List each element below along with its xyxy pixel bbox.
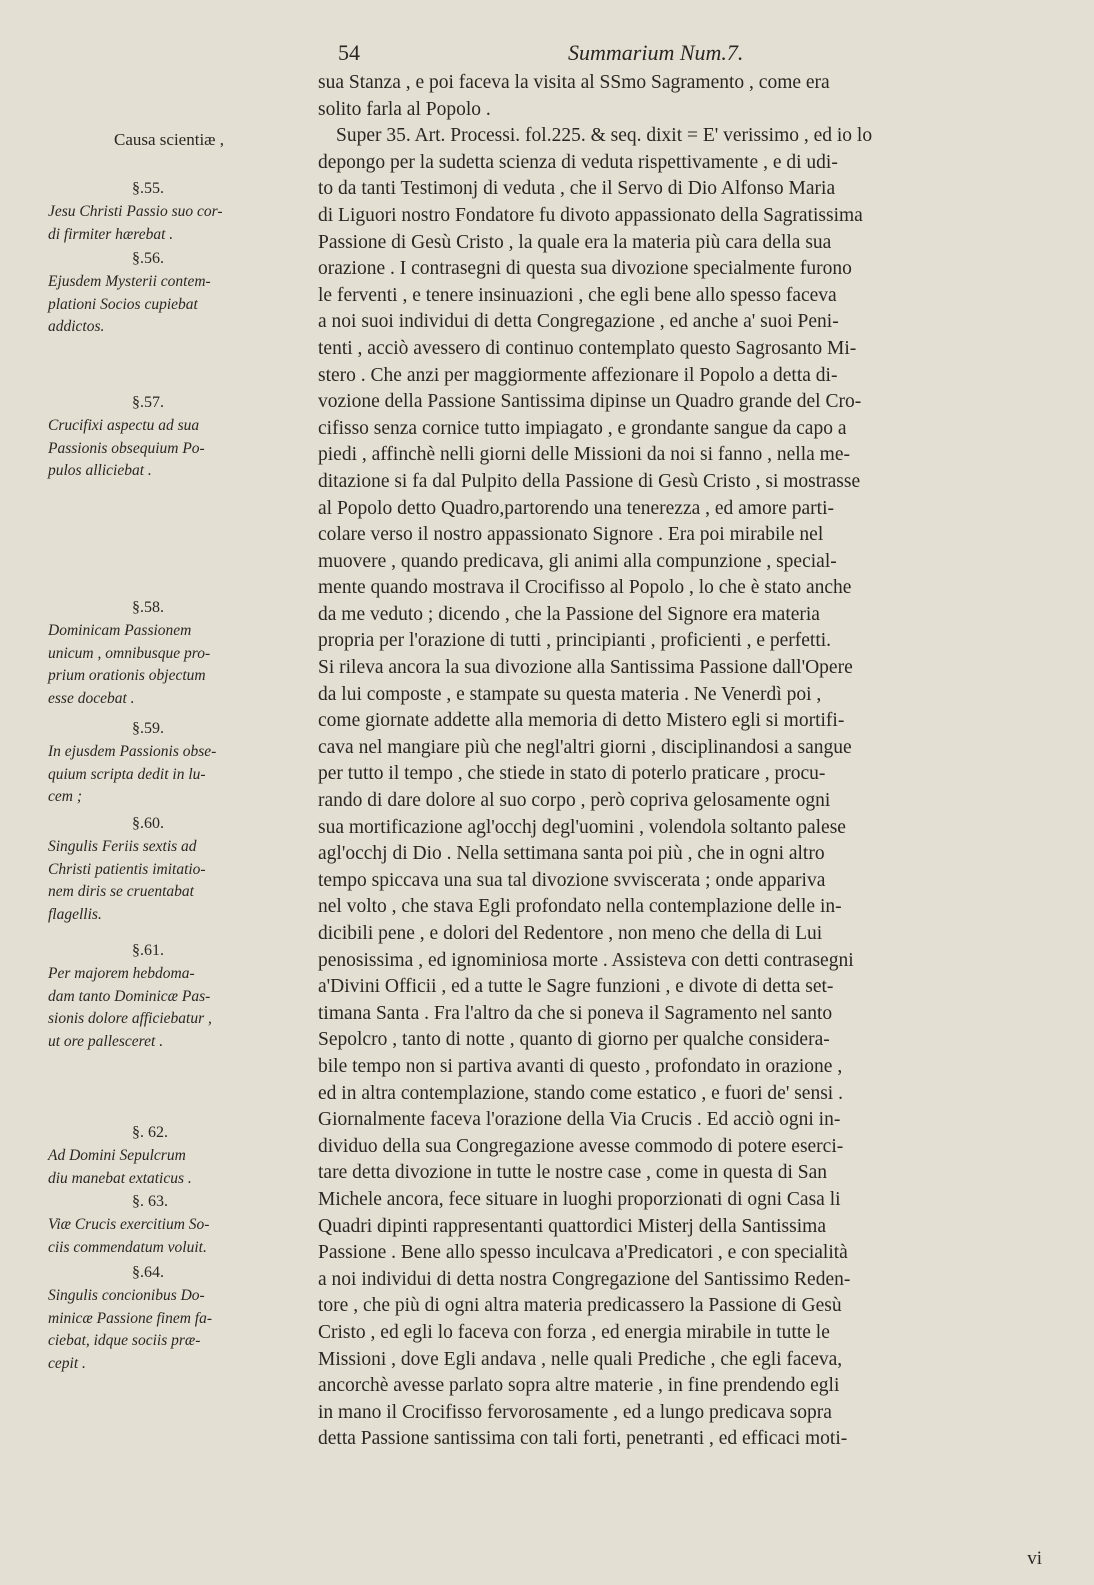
margin-note-line: prium orationis objectum [48,667,206,685]
text-line: le ferventi , e tenere insinuazioni , che egli bene allo spesso faceva [318,284,837,306]
margin-note [48,1122,298,1190]
margin-note-line: Singulis concionibus Do- [48,1286,205,1304]
text-line: tore , che più di ogni altra materia predicassero la Passione di Gesù [318,1295,842,1317]
text-line: bile tempo non si partiva avanti di questo , profondato in orazione , [318,1055,843,1077]
margin-note [48,178,298,246]
text-line: detta Passione santissima con tali forti, penetranti , ed efficaci moti- [318,1428,848,1450]
margin-note-section: §.59. [132,720,164,737]
text-line: sua mortificazione agl'occhj degl'uomini , volendola soltanto palese [318,816,846,838]
margin-note-line: addictos. [48,318,105,336]
text-line: ed in altra contemplazione, stando come estatico , e fuori de' sensi . [318,1082,843,1104]
text-line: da lui composte , e stampate su questa materia . Ne Venerdì poi , [318,683,822,705]
margin-note [48,813,298,927]
margin-note [48,248,298,339]
margin-note [48,940,298,1054]
text-line: tenti , acciò avessero di continuo contemplato questo Sagrosanto Mi- [318,337,857,359]
margin-note-section: §.56. [132,250,164,267]
text-line: a'Divini Officii , ed a tutte le Sagre funzioni , e divote di detta set- [318,976,834,998]
margin-note-line: sionis dolore afficiebatur , [48,1010,212,1028]
text-line: da me veduto ; dicendo , che la Passione del Signore era materia [318,603,820,625]
text-line: ancorchè avesse parlato sopra altre materie , in fine prendendo egli [318,1375,840,1397]
text-line: ditazione si fa dal Pulpito della Passione di Gesù Cristo , si mostrasse [318,470,861,492]
margin-causa: Causa scientiæ , [114,130,225,149]
text-line: al Popolo detto Quadro,partorendo una tenerezza , ed amore parti- [318,497,834,519]
margin-note-line: Passionis obsequium Po- [48,439,205,457]
text-line: muovere , quando predicava, gli animi alla compunzione , special- [318,550,837,572]
catchword: vi [1027,1548,1042,1569]
margin-note-line: di firmiter hærebat . [48,225,174,243]
margin-note-section: §.55. [132,180,164,197]
text-line: nel volto , che stava Egli profondato nella contemplazione delle in- [318,896,842,918]
text-line: a noi suoi individui di detta Congregazione , ed anche a' suoi Peni- [318,311,839,333]
text-line: propria per l'orazione di tutti , principianti , proficienti , e perfetti. [318,630,832,652]
text-line: vozione della Passione Santissima dipinse un Quadro grande del Cro- [318,391,862,413]
margin-note-line: dam tanto Dominicæ Pas- [48,987,211,1005]
margin-note-line: Dominicam Passionem [48,621,192,639]
text-line: Giornalmente faceva l'orazione della Via Crucis . Ed acciò ogni in- [318,1109,841,1131]
margin-note-line: quium scripta dedit in lu- [48,765,206,783]
text-line: stero . Che anzi per maggiormente affezionare il Popolo a detta di- [318,364,838,386]
text-line: rando di dare dolore al suo corpo , però copriva gelosamente ogni [318,790,831,812]
text-line: timana Santa . Fra l'altro da che si poneva il Sagramento nel santo [318,1002,833,1024]
text-line: per tutto il tempo , che stiede in stato di poterlo praticare , procu- [318,763,826,785]
text-line: Si rileva ancora la sua divozione alla Santissima Passione dall'Opere [318,657,853,679]
margin-note-line: pulos alliciebat . [48,462,152,480]
text-line: penosissima , ed ignominiosa morte . Assisteva con detti contrasegni [318,949,854,971]
text-line: colare verso il nostro appassionato Signore . Era poi mirabile nel [318,524,824,546]
margin-note-line: flagellis. [48,906,102,924]
margin-note-line: Jesu Christi Passio suo cor- [48,202,223,220]
margin-note-line: Per majorem hebdoma- [48,964,195,982]
margin-note-line: In ejusdem Passionis obse- [48,742,217,760]
text-line: orazione . I contrasegni di questa sua divozione specialmente furono [318,258,852,280]
margin-note-section: §.61. [132,942,164,959]
text-line: tare detta divozione in tutte le nostre case , come in questa di San [318,1162,827,1184]
margin-note-line: ut ore pallesceret . [48,1033,164,1051]
margin-note-section: §.57. [132,394,164,411]
text-line: in mano il Crocifisso fervorosamente , ed a lungo predicava sopra [318,1401,832,1423]
margin-note [48,718,298,809]
margin-note-section: §.58. [132,599,164,616]
margin-note-line: unicum , omnibusque pro- [48,644,211,662]
margin-note-line: esse docebat . [48,690,135,708]
text-line: Sepolcro , tanto di notte , quanto di giorno per qualche considera- [318,1029,830,1051]
margin-note-line: plationi Socios cupiebat [48,295,198,313]
text-line: tempo spiccava una sua tal divozione svviscerata ; onde appariva [318,869,826,891]
text-line: Super 35. Art. Processi. fol.225. & seq. dixit = E' verissimo , ed io lo [336,125,873,147]
margin-note-line: ciebat, idque sociis præ- [48,1332,201,1350]
margin-note-line: Crucifixi aspectu ad sua [48,416,200,434]
text-line: agl'occhj di Dio . Nella settimana santa poi più , che in ogni altro [318,843,825,865]
text-line: di Liguori nostro Fondatore fu divoto appassionato della Sagratissima [318,204,863,226]
margin-note-line: minicæ Passione finem fa- [48,1309,213,1327]
text-line: depongo per la sudetta scienza di veduta rispettivamente , e di udi- [318,151,838,173]
text-line: Michele ancora, fece situare in luoghi proporzionati di ogni Casa li [318,1188,841,1210]
text-line: a noi individui di detta nostra Congregazione del Santissimo Reden- [318,1268,851,1290]
main-text-block [318,70,1042,1453]
text-line: Missioni , dove Egli andava , nelle quali Prediche , che egli faceva, [318,1348,843,1370]
margin-note-line: diu manebat extaticus . [48,1169,192,1187]
text-line: cava nel mangiare più che negl'altri giorni , disciplinandosi a sangue [318,736,852,758]
margin-note-line: cepit . [48,1355,86,1373]
page-header [338,40,1038,72]
margin-note-line: Viæ Crucis exercitium So- [48,1215,210,1233]
text-line: solito farla al Popolo . [318,98,491,120]
margin-note-section: §.64. [132,1264,164,1281]
text-line: sua Stanza , e poi faceva la visita al SSmo Sagramento , come era [318,72,830,93]
margin-note-line: Ejusdem Mysterii contem- [48,272,211,290]
margin-note-section: §. 62. [132,1124,168,1141]
text-line: Quadri dipinti rappresentanti quattordici Misterj della Santissima [318,1215,826,1237]
margin-note [48,1191,298,1259]
text-line: come giornate addette alla memoria di detto Mistero egli si mortifi- [318,710,845,732]
margin-note-section: §.60. [132,815,164,832]
text-line: dicibili pene , e dolori del Redentore , non meno che della di Lui [318,923,823,944]
margin-note-line: cem ; [48,788,82,806]
text-line: piedi , affinchè nelli giorni delle Missioni da noi si fanno , nella me- [318,444,850,466]
margin-note-line: nem diris se cruentabat [48,883,194,901]
margin-note-line: Christi patientis imitatio- [48,860,206,878]
text-line: Passione . Bene allo spesso inculcava a'Predicatori , e con specialità [318,1242,848,1264]
margin-note-line: ciis commendatum voluit. [48,1238,207,1256]
running-head: Summarium Num.7. [568,40,744,65]
margin-note-line: Singulis Feriis sextis ad [48,837,197,855]
margin-note [48,1262,298,1376]
text-line: Cristo , ed egli lo faceva con forza , ed energia mirabile in tutte le [318,1321,830,1343]
text-line: to da tanti Testimonj di veduta , che il Servo di Dio Alfonso Maria [318,178,836,200]
margin-note [48,392,298,483]
text-line: cifisso senza cornice tutto impiagato , e grondante sangue da capo a [318,417,847,439]
margin-note-line: Ad Domini Sepulcrum [48,1146,186,1164]
margin-note [48,597,298,711]
text-line: dividuo della sua Congregazione avesse commodo di potere eserci- [318,1135,844,1157]
page-number: 54 [338,40,360,65]
text-line: mente quando mostrava il Crocifisso al Popolo , lo che è stato anche [318,577,852,599]
text-line: Passione di Gesù Cristo , la quale era la materia più cara della sua [318,231,832,253]
margin-note-section: §. 63. [132,1193,168,1210]
